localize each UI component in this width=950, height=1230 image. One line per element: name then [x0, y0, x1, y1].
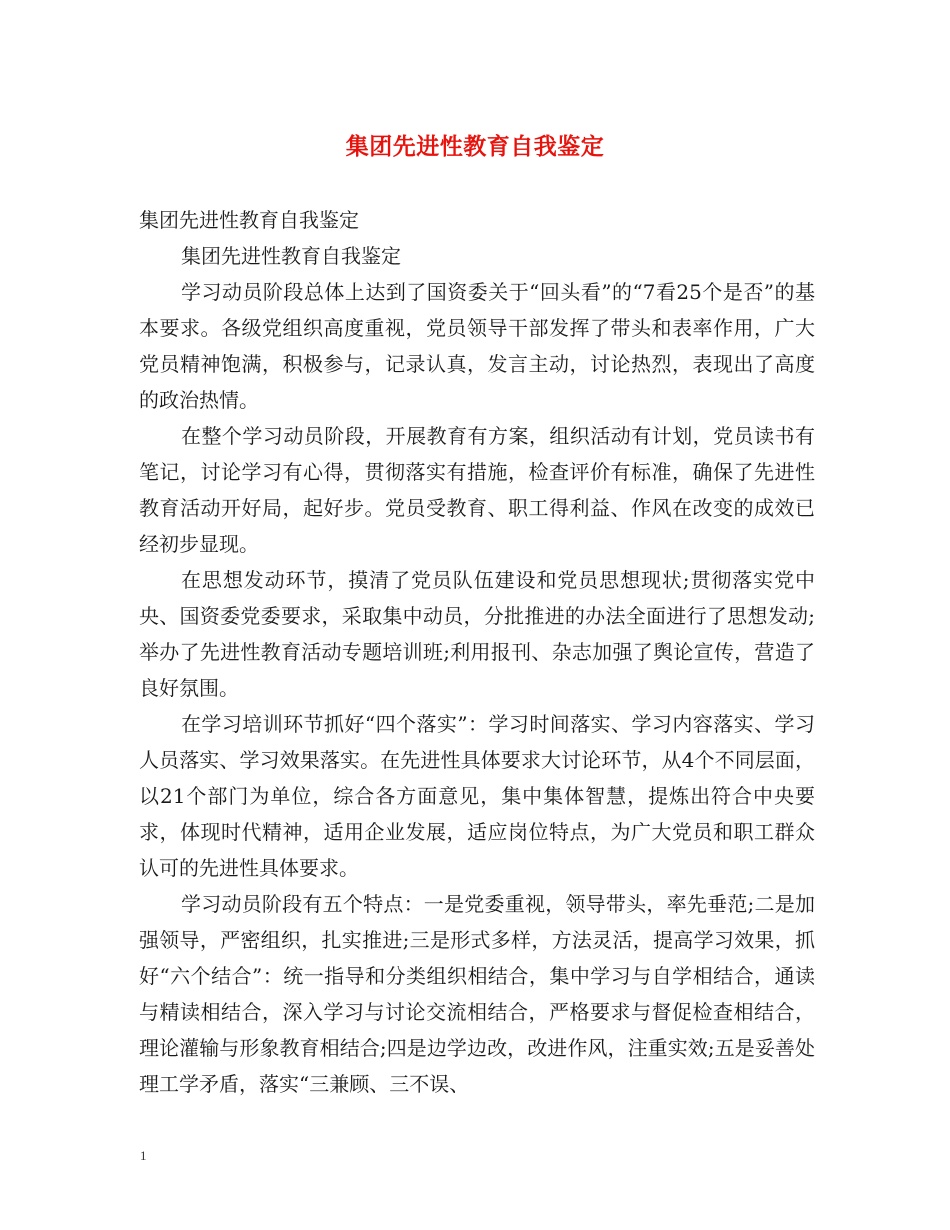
document-title: 集团先进性教育自我鉴定: [345, 134, 605, 160]
subheading-line: 集团先进性教育自我鉴定: [181, 244, 401, 268]
paragraph: 在学习培训环节抓好“四个落实”：学习时间落实、学习内容落实、学习人员落实、学习效果落实。在先进性具体要求大讨论环节，从4个不同层面，以21个部门为单位，综合各方面意见，集中集体智慧，提炼出符合中央要求，体现时代精神，适用企业发展，适应岗位特点，为广大党员和职工群众认可的先进性具体要求。: [139, 712, 815, 880]
page-number: 1: [140, 1148, 147, 1163]
document-body: [139, 202, 815, 1102]
paragraph: 学习动员阶段总体上达到了国资委关于“回头看”的“7看25个是否”的基本要求。各级党组织高度重视，党员领导干部发挥了带头和表率作用，广大党员精神饱满，积极参与，记录认真，发言主动，讨论热烈，表现出了高度的政治热情。: [139, 280, 815, 412]
paragraph: 在思想发动环节，摸清了党员队伍建设和党员思想现状;贯彻落实党中央、国资委党委要求，采取集中动员，分批推进的办法全面进行了思想发动;举办了先进性教育活动专题培训班;利用报刊、杂志加强了舆论宣传，营造了良好氛围。: [139, 568, 815, 700]
paragraph: 在整个学习动员阶段，开展教育有方案，组织活动有计划，党员读书有笔记，讨论学习有心得，贯彻落实有措施，检查评价有标准，确保了先进性教育活动开好局，起好步。党员受教育、职工得利益、作风在改变的成效已经初步显现。: [139, 424, 815, 556]
heading-line: 集团先进性教育自我鉴定: [139, 208, 359, 232]
paragraph: 学习动员阶段有五个特点：一是党委重视，领导带头，率先垂范;二是加强领导，严密组织，扎实推进;三是形式多样，方法灵活，提高学习效果，抓好“六个结合”：统一指导和分类组织相结合，集中学习与自学相结合，通读与精读相结合，深入学习与讨论交流相结合，严格要求与督促检查相结合，理论灌输与形象教育相结合;四是边学边改，改进作风，注重实效;五是妥善处理工学矛盾，落实“三兼顾、三不误、: [139, 892, 815, 1096]
